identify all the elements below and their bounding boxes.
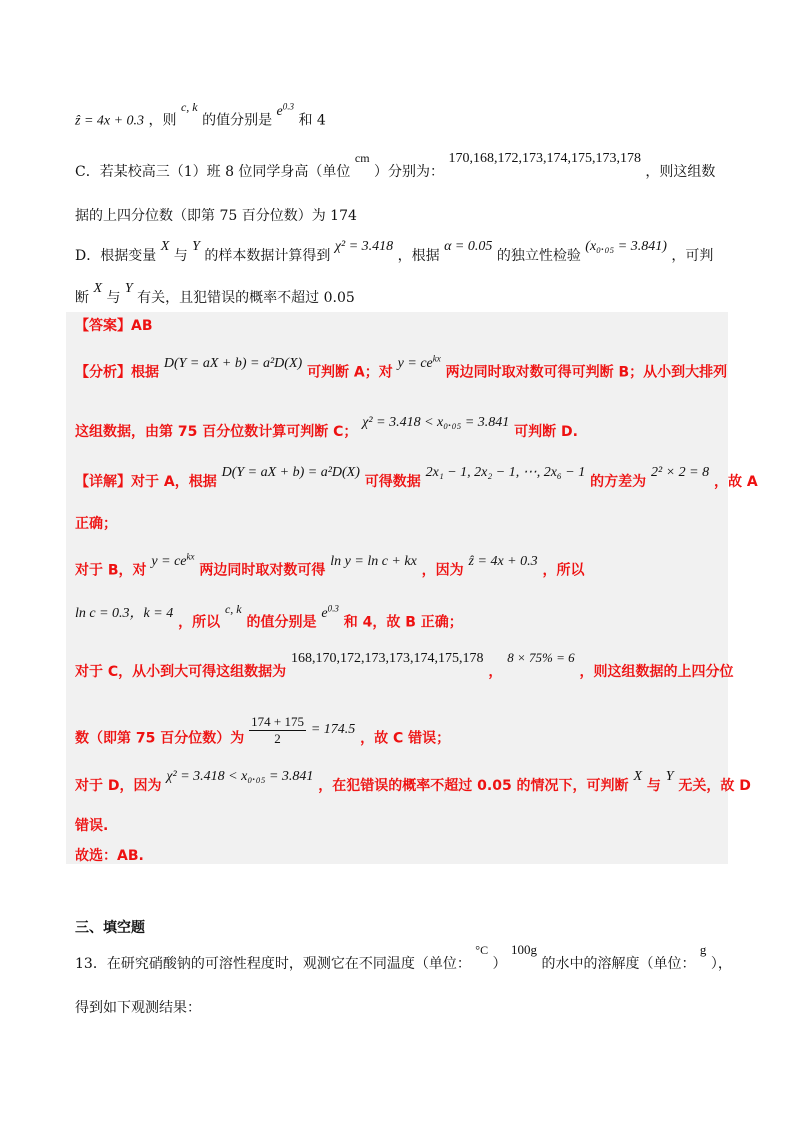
unit-gram: g <box>699 942 707 957</box>
log-equation: ln y = ln c + kx <box>330 553 417 569</box>
option-c-line: C．若某校高三（1）班 8 位同学身高（单位 cm ）分别为： 170,168,172,173,174,175,173,178 ，则这组数 <box>75 151 716 180</box>
option-c-line-2: 据的上四分位数（即第 75 百分位数）为 174 <box>75 208 357 224</box>
detail-d-line-2: 错误. <box>75 818 109 834</box>
critical-value: (x₀.₀₅ = 3.841) <box>585 239 667 254</box>
analysis-line: 【分析】根据 D(Y = aX + b) = a²D(X) 可判断 A；对 $y = ce^{kx}$ 两边同时取对数可得可判断 B；从小到大排列 <box>75 353 728 381</box>
question-13-line: 13．在研究硝酸钠的可溶性程度时，观测它在不同温度（单位： °C ） 100g 的水中的溶解度（单位： g ）， <box>75 942 732 972</box>
ck-variables: c, k <box>180 99 198 114</box>
analysis-line-2: 这组数据，由第 75 百分位数计算可判断 C； χ² = 3.418 < x₀.₀₅ = 3.841 可判断 D. <box>75 415 578 440</box>
chi-square-value: χ² = 3.418 <box>334 239 394 254</box>
regression-equation: ẑ = 4x + 0.3 <box>75 113 145 129</box>
percentile-fraction: $\frac{174 + 175}{2}$ <box>251 714 304 746</box>
detail-d-line: 对于 D，因为 χ² = 3.418 < x₀.₀₅ = 3.841 ，在犯错误的概率不超过 0.05 的情况下，可判断 X 与 Y 无关，故 D <box>75 769 751 794</box>
variance-formula: D(Y = aX + b) = a²D(X) <box>163 355 303 371</box>
answer-label: 【答案】AB <box>75 318 153 334</box>
detail-b-line-2: ln c = 0.3，k = 4 ，所以 c, k 的值分别是 $e^{0.3}$ 和 4，故 B 正确； <box>75 601 463 631</box>
alpha-value: α = 0.05 <box>444 239 493 254</box>
e-power: $e^{0.3}$ <box>276 101 294 119</box>
detail-a-line: 【详解】对于 A，根据 D(Y = aX + b) = a²D(X) 可得数据 2x₁ − 1, 2x₂ − 1, ⋯, 2x₆ − 1 的方差为 2² × 2 = 8 ，故 A <box>75 465 758 490</box>
water-mass: 100g <box>511 942 537 957</box>
option-b-line: ẑ = 4x + 0.3 ，则 c, k 的值分别是 $e^{0.3}$ 和 4 <box>75 99 326 129</box>
detail-b-line: 对于 B，对 $y = ce^{kx}$ 两边同时取对数可得 ln y = ln c + kx ，因为 ẑ = 4x + 0.3 ，所以 <box>75 551 585 579</box>
option-d-line: D．根据变量 X 与 Y 的样本数据计算得到 χ² = 3.418 ，根据 α = 0.05 的独立性检验 (x₀.₀₅ = 3.841) ，可判 <box>75 239 714 264</box>
variance-result: 2² × 2 = 8 <box>651 465 710 480</box>
detail-c-line-2: 数（即第 75 百分位数）为 $\frac{174 + 175}{2}$ = 174.5 ，故 C 错误； <box>75 714 451 747</box>
height-data: 170,168,172,173,174,175,173,178 <box>448 151 641 166</box>
transformed-data: 2x₁ − 1, 2x₂ − 1, ⋯, 2x₆ − 1 <box>425 465 586 480</box>
section-title: 三、填空题 <box>75 920 145 936</box>
detail-a-line-2: 正确； <box>75 516 117 532</box>
unit-cm: cm <box>354 151 370 165</box>
question-13-line-2: 得到如下观测结果： <box>75 1000 201 1016</box>
unit-celsius: °C <box>475 943 489 957</box>
sorted-data: 168,170,172,173,173,174,175,178 <box>291 651 484 666</box>
conclusion: 故选：AB. <box>75 848 144 864</box>
detail-c-line: 对于 C，从小到大可得这组数据为 168,170,172,173,173,174,175,178 ， 8 × 75% = 6 ，则这组数据的上四分位 <box>75 650 734 680</box>
option-d-line-2: 断 X 与 Y 有关，且犯错误的概率不超过 0.05 <box>75 281 355 306</box>
